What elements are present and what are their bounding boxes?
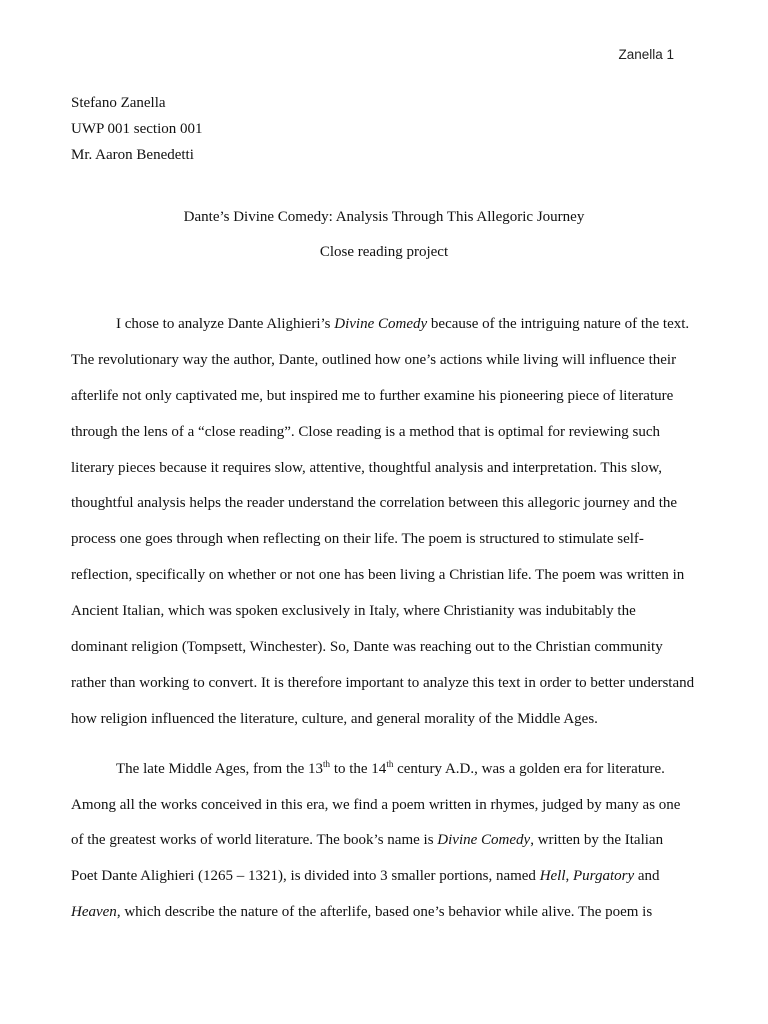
paragraph-1-line-12: how religion influenced the literature, culture, and general morality of the Middle Ages. — [71, 710, 598, 727]
paragraph-1-line-2: The revolutionary way the author, Dante, outlined how one’s actions while living will influence their — [71, 351, 677, 368]
paragraph-1-line-6: thoughtful analysis helps the reader understand the correlation between this allegoric journey and the — [71, 495, 678, 512]
paragraph-1-line-3: afterlife not only captivated me, but inspired me to further examine his pioneering piece of literature — [71, 387, 674, 404]
body-text — [71, 312, 711, 936]
paper-title: Dante’s Divine Comedy: Analysis Through This Allegoric Journey — [183, 209, 585, 225]
paragraph-2-line-2: Among all the works conceived in this era, we find a poem written in rhymes, judged by many as one — [71, 796, 681, 813]
paragraph-2-line-4: Poet Dante Alighieri (1265 – 1321), is divided into 3 smaller portions, named Hell, Purgatory and — [71, 868, 660, 885]
paragraph-2-line-1: The late Middle Ages, from the 13th to the 14th century A.D., was a golden era for literature. — [116, 758, 665, 777]
paper-subtitle: Close reading project — [319, 244, 449, 260]
paragraph-1-line-10: dominant religion (Tompsett, Winchester). So, Dante was reaching out to the Christian community — [71, 639, 663, 656]
author-name: Stefano Zanella — [71, 95, 166, 111]
course-name: UWP 001 section 001 — [71, 121, 203, 137]
paragraph-1-line-4: through the lens of a “close reading”. Close reading is a method that is optimal for reviewing such — [71, 423, 661, 440]
paragraph-1-line-1: I chose to analyze Dante Alighieri’s Divine Comedy because of the intriguing nature of the text. — [116, 316, 690, 332]
paragraph-1-line-5: literary pieces because it requires slow, attentive, thoughtful analysis and interpretation. This slow, — [71, 459, 662, 476]
paragraph-1-line-11: rather than working to convert. It is therefore important to analyze this text in order to better understand — [71, 674, 695, 691]
paragraph-1-line-8: reflection, specifically on whether or not one has been living a Christian life. The poem was written in — [71, 567, 685, 584]
header-block — [71, 90, 203, 168]
paragraph-1-line-7: process one goes through when reflecting on their life. The poem is structured to stimulate self- — [71, 531, 644, 548]
paragraph-1-line-9: Ancient Italian, which was spoken exclusively in Italy, where Christianity was indubitably the — [71, 603, 636, 620]
running-head: Zanella 1 — [618, 47, 674, 62]
instructor-name: Mr. Aaron Benedetti — [71, 147, 194, 163]
paragraph-2-line-3: of the greatest works of world literature. The book’s name is Divine Comedy, written by the Italian — [71, 832, 664, 849]
paragraph-2-line-5: Heaven, which describe the nature of the afterlife, based one’s behavior while alive. The poem is — [71, 904, 653, 921]
